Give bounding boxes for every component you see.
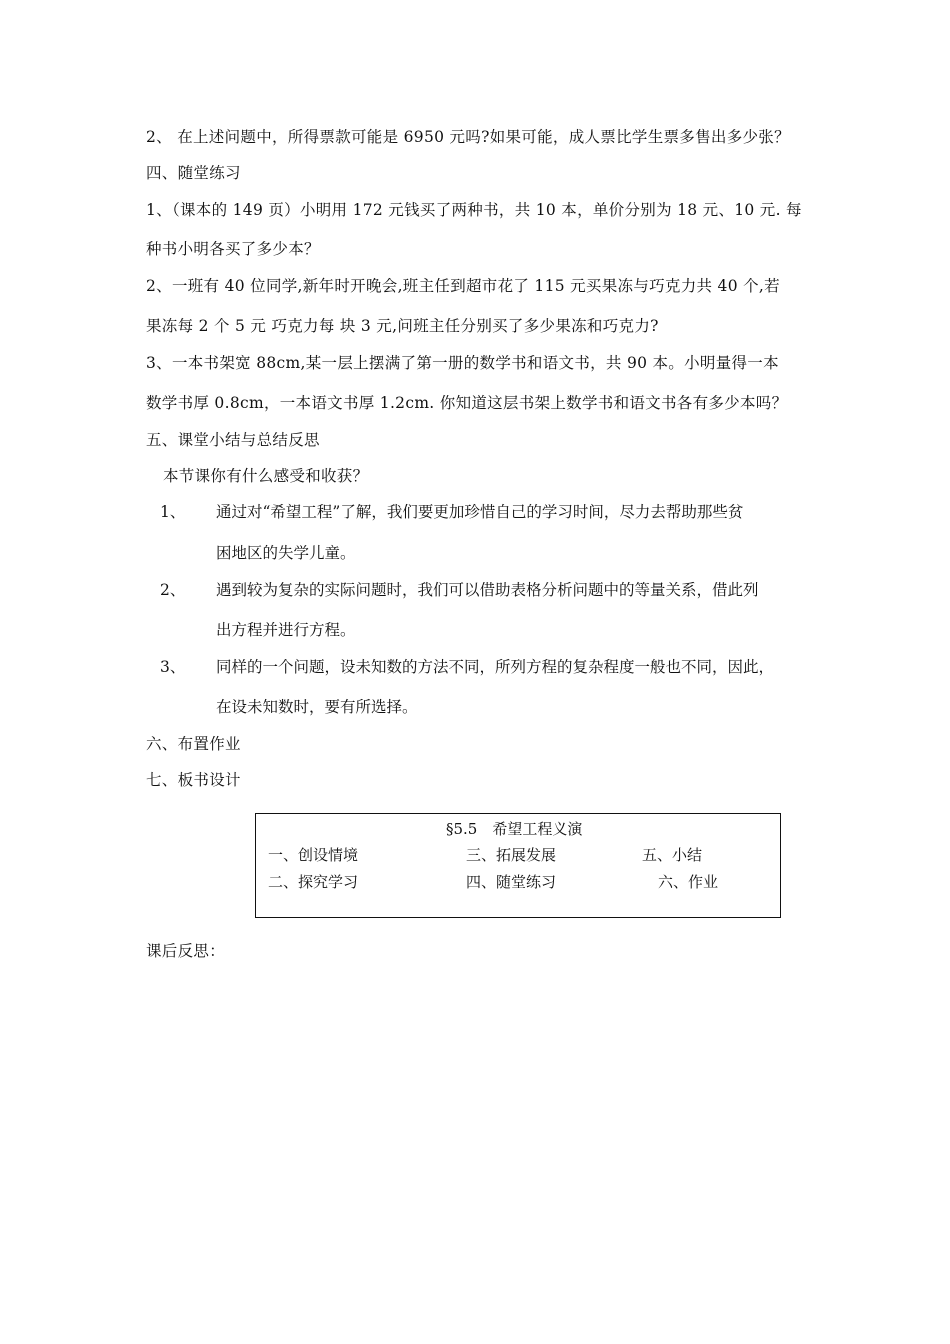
exercise-1-line-2: 种书小明各买了多少本？ [146, 240, 320, 258]
summary-item-text: 同样的一个问题，设未知数的方法不同，所列方程的复杂程度一般也不同，因此， [216, 658, 775, 676]
board-title: §5.5 希望工程义演 [446, 820, 583, 838]
exercise-2-line-2: 果冻每 2 个 5 元 巧克力每 块 3 元,问班主任分别买了多少果冻和巧克力? [146, 317, 659, 335]
section-heading-practice: 四、随堂练习 [146, 164, 241, 182]
summary-item-number: 3、 [160, 658, 186, 676]
board-item: 一、创设情境 [268, 846, 359, 864]
section-heading-homework: 六、布置作业 [146, 735, 241, 753]
summary-item-text: 遇到较为复杂的实际问题时，我们可以借助表格分析问题中的等量关系，借此列 [216, 581, 759, 599]
board-item: 二、探究学习 [268, 873, 359, 891]
exercise-1-line-1: 1、（课本的 149 页）小明用 172 元钱买了两种书，共 10 本，单价分别为 18 元、10 元. 每 [146, 201, 802, 219]
reflection-heading: 课后反思： [146, 942, 226, 960]
summary-item-number: 2、 [160, 581, 186, 599]
board-item: 四、随堂练习 [466, 873, 557, 891]
board-item: 五、小结 [642, 846, 703, 864]
summary-item-text: 出方程并进行方程。 [216, 621, 356, 639]
summary-item-text: 在设未知数时，要有所选择。 [216, 698, 418, 716]
board-design-box [255, 813, 781, 918]
summary-item-text: 通过对“希望工程”了解，我们要更加珍惜自己的学习时间，尽力去帮助那些贫 [216, 503, 744, 521]
section-heading-board-design: 七、板书设计 [146, 771, 241, 789]
question-2: 2、 在上述问题中，所得票款可能是 6950 元吗?如果可能，成人票比学生票多售出多少张？ [146, 128, 790, 146]
board-item: 三、拓展发展 [466, 846, 557, 864]
summary-item-text: 困地区的失学儿童。 [216, 544, 356, 562]
exercise-3-line-2: 数学书厚 0.8cm，一本语文书厚 1.2cm. 你知道这层书架上数学书和语文书各有多少本吗？ [146, 394, 788, 412]
board-item: 六、作业 [658, 873, 719, 891]
summary-item-number: 1、 [160, 503, 186, 521]
section-heading-summary: 五、课堂小结与总结反思 [146, 431, 320, 449]
summary-intro: 本节课你有什么感受和收获？ [163, 467, 369, 485]
exercise-2-line-1: 2、一班有 40 位同学,新年时开晚会,班主任到超市花了 115 元买果冻与巧克力共 40 个,若 [146, 277, 780, 295]
exercise-3-line-1: 3、一本书架宽 88cm,某一层上摆满了第一册的数学书和语文书，共 90 本。小明量得一本 [146, 354, 779, 372]
